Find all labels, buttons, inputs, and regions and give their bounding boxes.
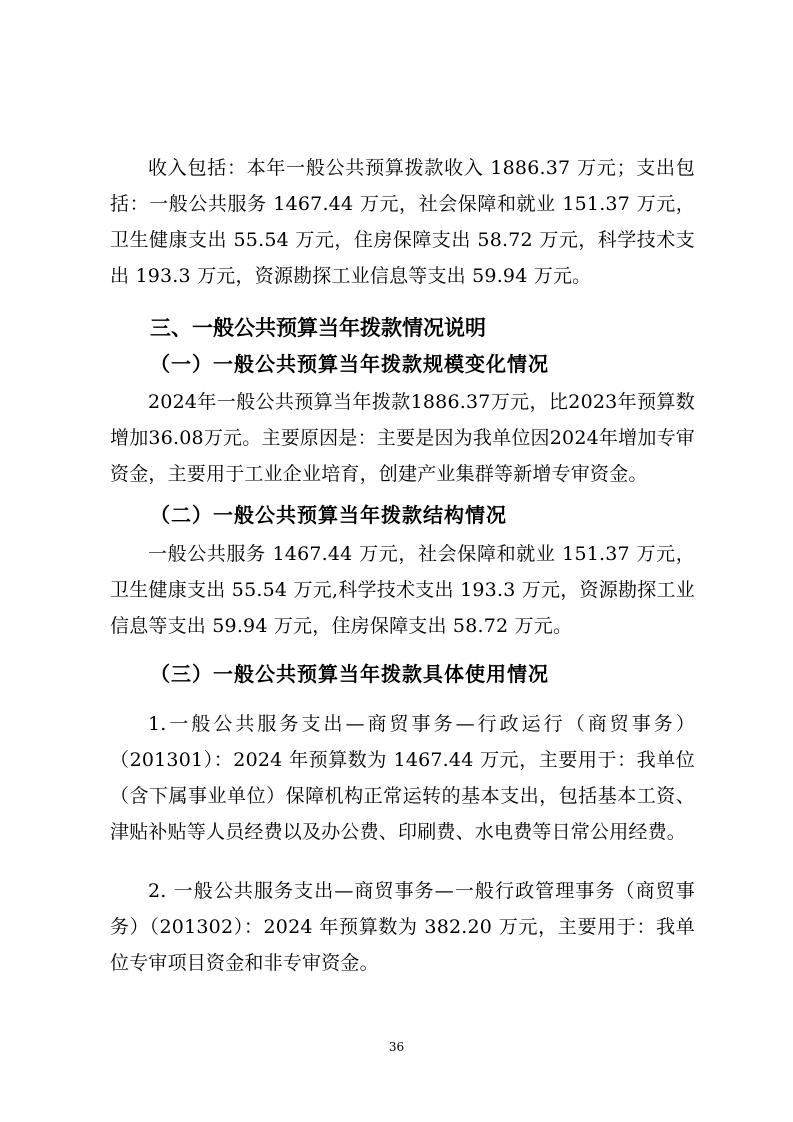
subsection-3-item-1: 1.一般公共服务支出—商贸事务—行政运行（商贸事务）（201301）：2024 年预算数为 1467.44 万元，主要用于：我单位（含下属事业单位）保障机构正常运转的基本支出，包括基本工资、津贴补贴等人员经费以及办公费、印刷费、水电费等日常公用经费。 — [110, 713, 695, 843]
subsection-2-title: （二）一般公共预算当年拨款结构情况 — [150, 503, 507, 527]
page-number: 36 — [388, 1040, 405, 1054]
subsection-3-item-2: 2. 一般公共服务支出—商贸事务—一般行政管理事务（商贸事务）（201302）：2024 年预算数为 382.20 万元，主要用于：我单位专审项目资金和非专审资金。 — [110, 880, 695, 974]
subsection-1-title: （一）一般公共预算当年拨款规模变化情况 — [150, 352, 549, 376]
intro-paragraph: 收入包括：本年一般公共预算拨款收入 1886.37 万元；支出包括：一般公共服务 1467.44 万元，社会保障和就业 151.37 万元，卫生健康支出 55.54 万元，住房保障支出 58.72 万元，科学技术支出 193.3 万元，资源勘探工业信息等支出 59.94 万元。 — [110, 157, 695, 287]
subsection-1-body: 2024年一般公共预算当年拨款1886.37万元，比2023年预算数增加36.08万元。主要原因是：主要是因为我单位因2024年增加专审资金，主要用于工业企业培育，创建产业集群等新增专审资金。 — [110, 391, 695, 485]
subsection-2-body: 一般公共服务 1467.44 万元，社会保障和就业 151.37 万元，卫生健康支出 55.54 万元,科学技术支出 193.3 万元，资源勘探工业信息等支出 59.94 万元，住房保障支出 58.72 万元。 — [110, 543, 695, 637]
subsection-3-title: （三）一般公共预算当年拨款具体使用情况 — [150, 662, 549, 686]
section-title: 三、一般公共预算当年拨款情况说明 — [150, 316, 486, 340]
